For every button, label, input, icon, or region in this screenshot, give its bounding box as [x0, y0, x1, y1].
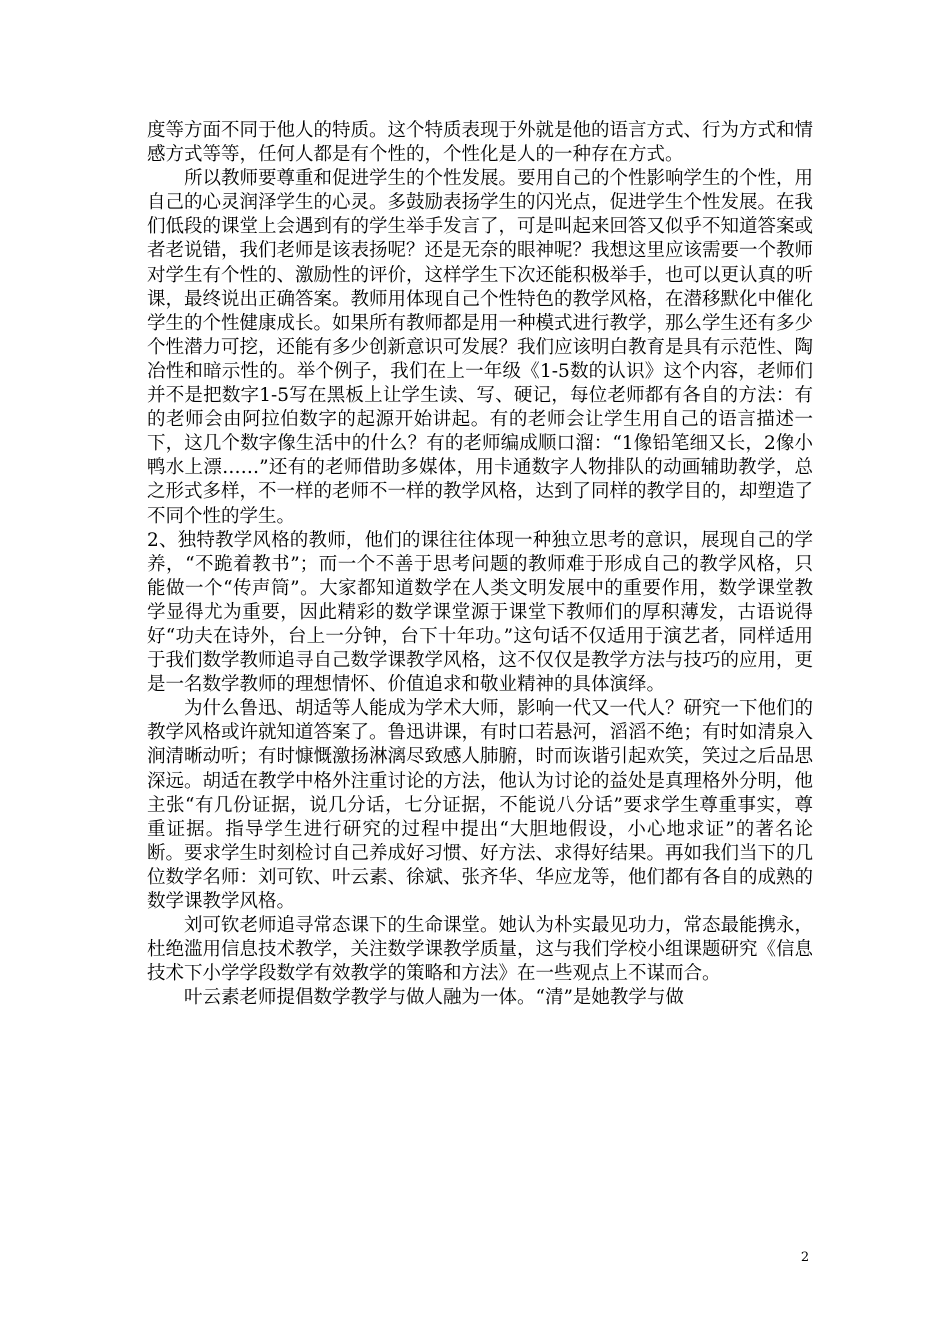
- paragraph-liu-keqin: 刘可钦老师追寻常态课下的生命课堂。她认为朴实最见功力，常态最能携永，杜绝滥用信息技术教学，关注数学课教学质量，这与我们学校小组课题研究《信息技术下小学学段数学有效教学的策略和方法》在一些观点上不谋而合。: [147, 915, 814, 985]
- paragraph-masters: 为什么鲁迅、胡适等人能成为学术大师，影响一代又一代人？研究一下他们的教学风格或许就知道答案了。鲁迅讲课，有时口若悬河，滔滔不绝；有时如清泉入涧清晰动听；有时慷慨激扬淋漓尽致感人肺腑，时而诙谐引起欢笑，笑过之后品思深远。胡适在教学中格外注重讨论的方法，他认为讨论的益处是真理格外分明，他主张“有几份证据，说几分话，七分证据，不能说八分话”要求学生尊重事实，尊重证据。指导学生进行研究的过程中提出“大胆地假设，小心地求证”的著名论断。要求学生时刻检讨自己养成好习惯、好方法、求得好结果。再如我们当下的几位数学名师：刘可钦、叶云素、徐斌、张齐华、华应龙等，他们都有各自的成熟的数学课教学风格。: [147, 698, 814, 912]
- body-text: [147, 119, 813, 1010]
- paragraph-individuality: 所以教师要尊重和促进学生的个性发展。要用自己的个性影响学生的个性，用自己的心灵润泽学生的心灵。多鼓励表扬学生的闪光点，促进学生个性发展。在我们低段的课堂上会遇到有的学生举手发言了，可是叫起来回答又似乎不知道答案或者老说错，我们老师是该表扬呢？还是无奈的眼神呢？我想这里应该需要一个教师对学生有个性的、激励性的评价，这样学生下次还能积极举手，也可以更认真的听课，最终说出正确答案。教师用体现自己个性特色的教学风格，在潜移默化中催化学生的个性健康成长。如果所有教师都是用一种模式进行教学，那么学生还有多少个性潜力可挖，还能有多少创新意识可发展？我们应该明白教育是具有示范性、陶冶性和暗示性的。举个例子，我们在上一年级《1-5数的认识》这个内容，老师们并不是把数字1-5写在黑板上让学生读、写、硬记，每位老师都有各自的方法：有的老师会由阿拉伯数字的起源开始讲起。有的老师会让学生用自己的语言描述一下，这几个数字像生活中的什么？有的老师编成顺口溜：“1像铅笔细又长，2像小鸭水上漂……”还有的老师借助多媒体，用卡通数字人物排队的动画辅助教学，总之形式多样，不一样的老师不一样的教学风格，达到了同样的教学目的，却塑造了不同个性的学生。: [147, 168, 814, 527]
- paragraph-point-2: 2、独特教学风格的教师，他们的课往往体现一种独立思考的意识，展现自己的学养，“不跪着教书”；而一个不善于思考问题的教师难于形成自己的教学风格，只能做一个“传声筒”。大家都知道数学在人类文明发展中的重要作用，数学课堂教学显得尤为重要，因此精彩的数学课堂源于课堂下教师们的厚积薄发，古语说得好“功夫在诗外，台上一分钟，台下十年功。”这句话不仅适用于演艺者，同样适用于我们数学教师追寻自己数学课教学风格，这不仅仅是教学方法与技巧的应用，更是一名数学教师的理想情怀、价值追求和敬业精神的具体演绎。: [147, 529, 814, 696]
- paragraph-ye-yunsu: 叶云素老师提倡数学教学与做人融为一体。“清”是她教学与做: [184, 987, 684, 1009]
- page-number: 2: [800, 1250, 810, 1265]
- paragraph-continued: 度等方面不同于他人的特质。这个特质表现于外就是他的语言方式、行为方式和情感方式等等，任何人都是有个性的，个性化是人的一种存在方式。: [147, 120, 814, 166]
